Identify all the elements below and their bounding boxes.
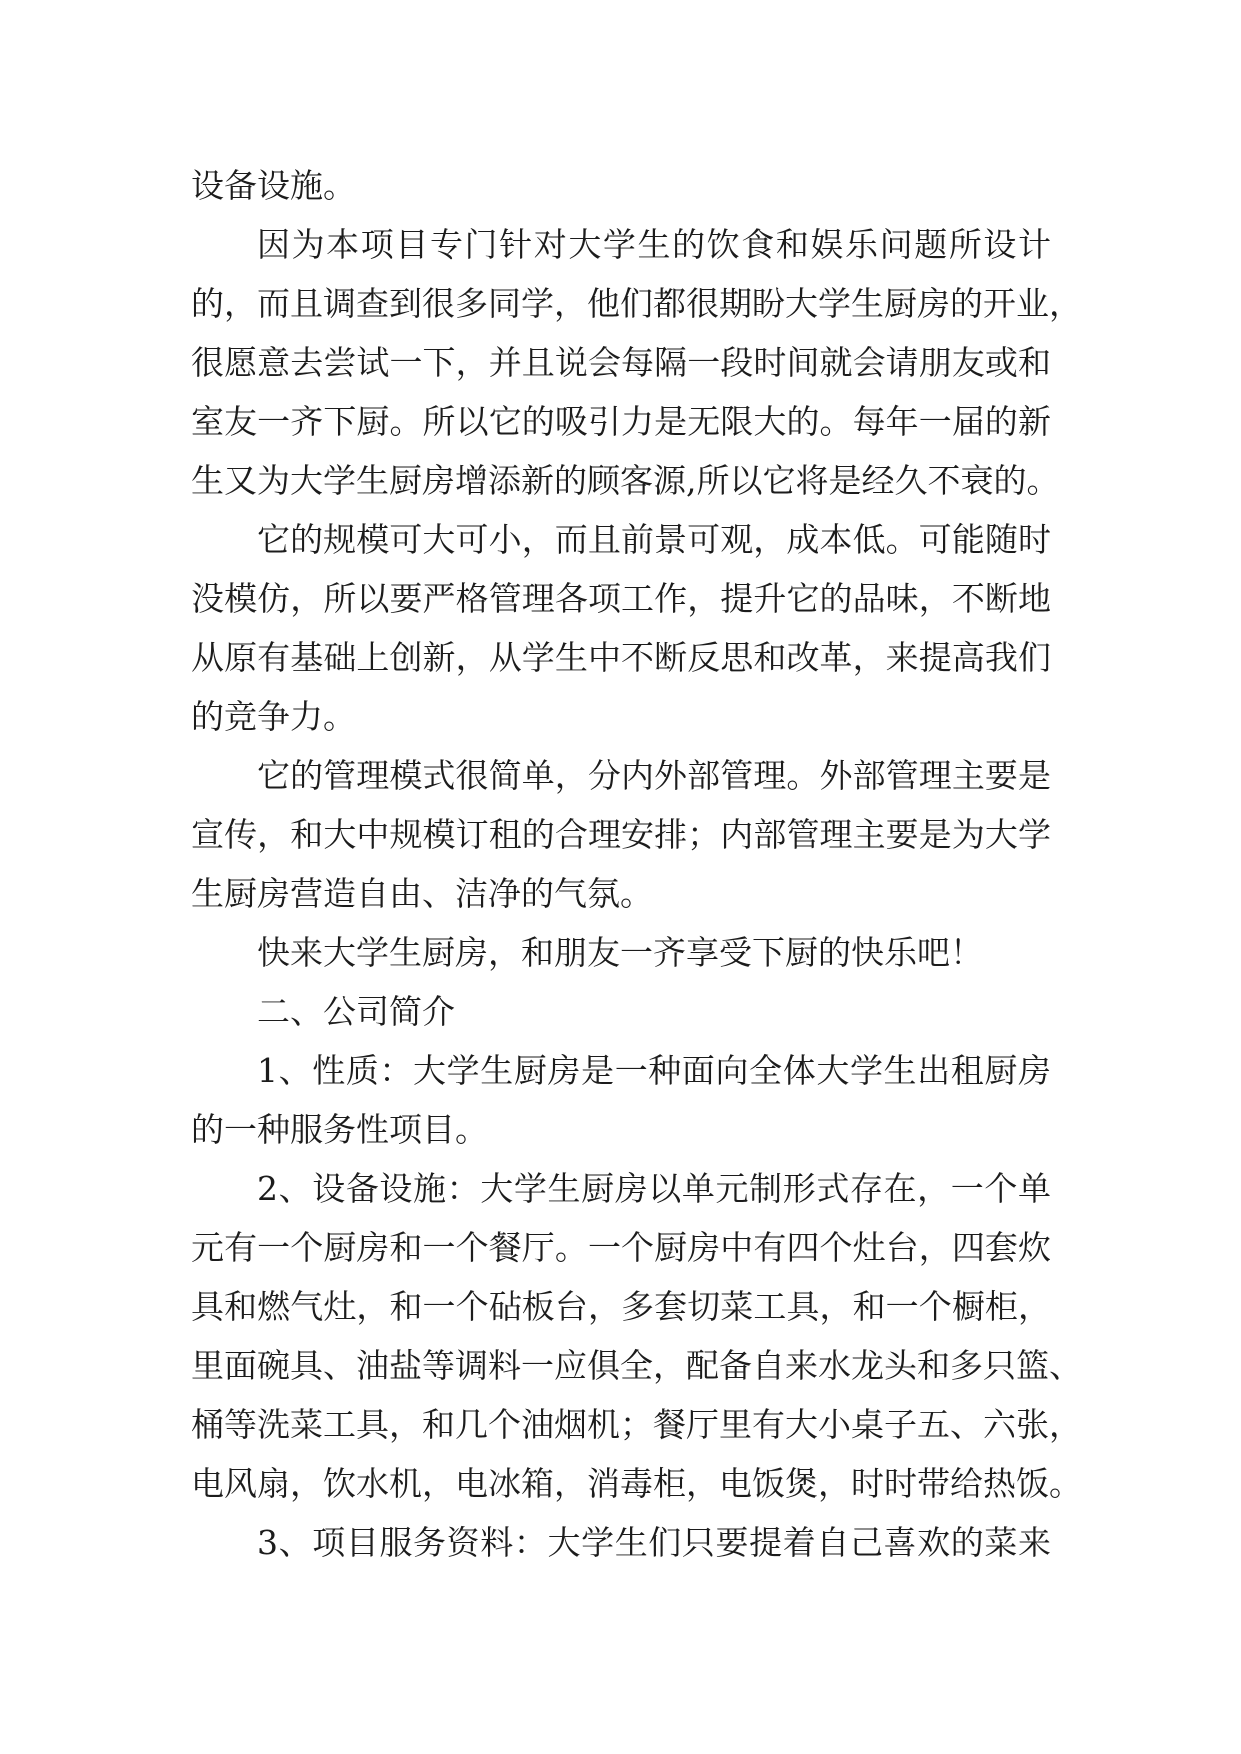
section-heading: 二、公司简介 — [257, 992, 455, 1031]
paragraph-line: 室友一齐下厨。所以它的吸引力是无限大的。每年一届的新 — [191, 402, 1051, 441]
paragraph-line: 生厨房营造自由、洁净的气氛。 — [191, 874, 653, 913]
paragraph-line: 它的管理模式很简单，分内外部管理。外部管理主要是 — [257, 756, 1051, 795]
paragraph-line: 的竞争力。 — [191, 697, 356, 736]
paragraph-line: 电风扇，饮水机，电冰箱，消毒柜，电饭煲，时时带给热饭。 — [191, 1464, 1082, 1503]
paragraph-line: 宣传，和大中规模订租的合理安排；内部管理主要是为大学 — [191, 815, 1051, 854]
paragraph-line: 2、设备设施：大学生厨房以单元制形式存在，一个单 — [257, 1169, 1051, 1208]
paragraph-line: 设备设施。 — [191, 166, 356, 205]
paragraph-line: 快来大学生厨房，和朋友一齐享受下厨的快乐吧！ — [257, 933, 983, 972]
paragraph-line: 里面碗具、油盐等调料一应俱全，配备自来水龙头和多只篮、 — [191, 1346, 1082, 1385]
paragraph-line: 的，而且调查到很多同学，他们都很期盼大学生厨房的开业， — [191, 284, 1082, 323]
paragraph-line: 桶等洗菜工具，和几个油烟机；餐厅里有大小桌子五、六张， — [191, 1405, 1082, 1444]
document-body — [191, 156, 1082, 1572]
paragraph-line: 因为本项目专门针对大学生的饮食和娱乐问题所设计 — [257, 225, 1051, 264]
paragraph-line: 从原有基础上创新，从学生中不断反思和改革，来提高我们 — [191, 638, 1051, 677]
paragraph-line: 没模仿，所以要严格管理各项工作，提升它的品味，不断地 — [191, 579, 1051, 618]
paragraph-line: 生又为大学生厨房增添新的顾客源,所以它将是经久不衰的。 — [191, 461, 1060, 500]
paragraph-line: 它的规模可大可小，而且前景可观，成本低。可能随时 — [257, 520, 1051, 559]
paragraph-line: 1、性质：大学生厨房是一种面向全体大学生出租厨房 — [257, 1051, 1051, 1090]
paragraph-line: 具和燃气灶，和一个砧板台，多套切菜工具，和一个橱柜， — [191, 1287, 1051, 1326]
paragraph-line: 元有一个厨房和一个餐厅。一个厨房中有四个灶台，四套炊 — [191, 1228, 1051, 1267]
paragraph-line: 很愿意去尝试一下，并且说会每隔一段时间就会请朋友或和 — [191, 343, 1051, 382]
paragraph-line: 3、项目服务资料：大学生们只要提着自己喜欢的菜来 — [257, 1523, 1051, 1562]
paragraph-line: 的一种服务性项目。 — [191, 1110, 488, 1149]
